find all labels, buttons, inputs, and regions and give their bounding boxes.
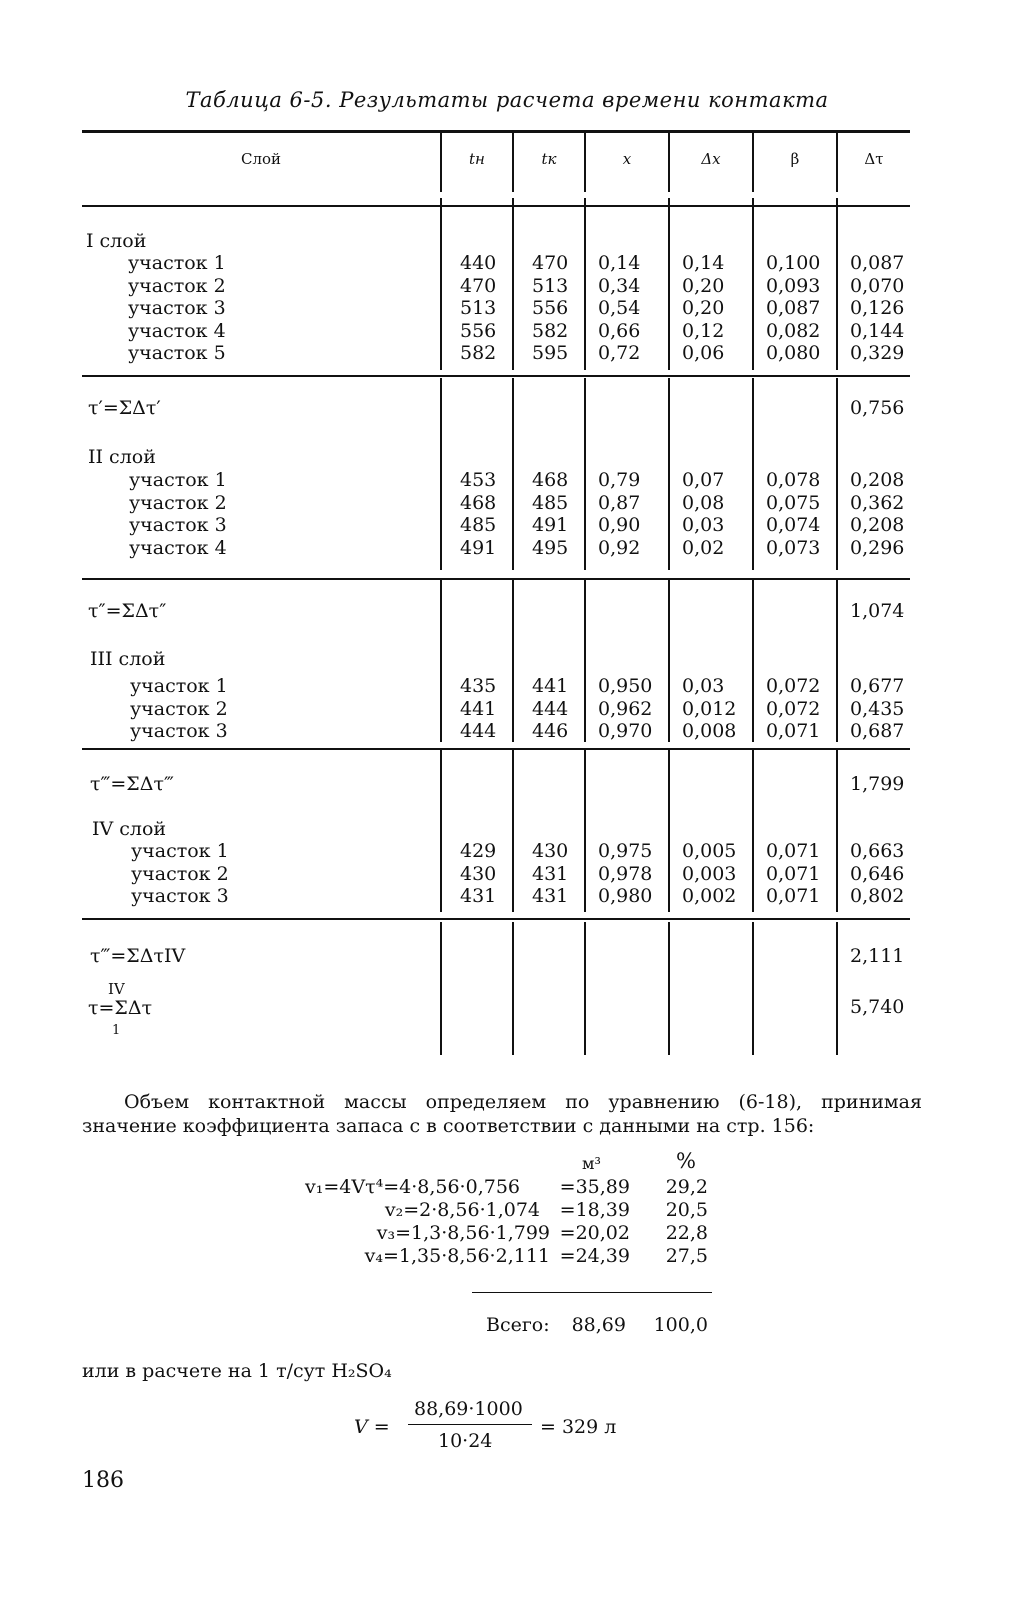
row-label: участок 3 [131, 885, 229, 907]
cell-tn: 485 [460, 514, 497, 536]
cell-dx: 0,20 [682, 274, 725, 297]
cell-tn: 444 [460, 720, 497, 742]
cell-beta: 0,071 [766, 840, 821, 862]
row-label: участок 2 [130, 697, 228, 720]
cell-tn: 430 [460, 862, 497, 885]
volume-expr: v₃=1,3·8,56·1,799 [376, 1222, 550, 1244]
volume-expr: v₄=1,35·8,56·2,111 [364, 1245, 550, 1267]
header-tk: tк [541, 150, 557, 168]
row-label: участок 3 [129, 514, 227, 536]
layer-title: II слой [88, 446, 156, 468]
cell-tn: 431 [460, 885, 497, 907]
cell-dtau: 0,663 [850, 840, 905, 862]
total-label: τ=ΣΔτ [88, 997, 153, 1019]
unit-m3: м³ [582, 1154, 601, 1173]
volume-m3: =18,39 [559, 1199, 630, 1221]
row-label: участок 2 [131, 862, 229, 885]
section-title [88, 446, 916, 469]
cell-x: 0,962 [598, 697, 653, 720]
row-label: участок 2 [128, 274, 226, 297]
volume-expr: v₁=4Vτ⁴=4·8,56·0,756 [305, 1176, 520, 1198]
cell-beta: 0,072 [766, 675, 821, 697]
body-paragraph: Объем контактной массы определяем по уравнению (6-18), принимая значение коэффициента запаса c в соответствии с данными на стр. 156: [82, 1091, 922, 1137]
layer-title: IV слой [92, 818, 167, 840]
table-row [0, 675, 905, 698]
sum-underline [472, 1292, 712, 1293]
cell-dtau: 0,329 [850, 342, 905, 364]
volume-m3: =24,39 [559, 1245, 630, 1267]
cell-tn: 556 [460, 319, 497, 342]
cell-tk: 431 [532, 885, 569, 907]
volume-total-label: Всего: [486, 1314, 550, 1336]
cell-x: 0,950 [598, 675, 653, 697]
cell-tn: 582 [460, 342, 497, 364]
cell-tk: 470 [532, 252, 569, 274]
row-label: участок 1 [129, 469, 227, 491]
cell-dtau: 0,208 [850, 469, 905, 491]
row-label: участок 1 [130, 675, 228, 697]
total-value: 5,740 [850, 996, 905, 1018]
volume-expr: v₂=2·8,56·1,074 [384, 1199, 540, 1221]
table-row [0, 697, 905, 721]
cell-x: 0,970 [598, 720, 653, 742]
header-layer: Слой [240, 150, 282, 168]
table-row [0, 297, 905, 320]
column-divider [584, 922, 586, 1055]
row-label: участок 3 [130, 720, 228, 742]
table-row [0, 885, 905, 908]
cell-tk: 431 [532, 862, 569, 885]
cell-tn: 453 [460, 469, 497, 491]
cell-dtau: 0,646 [850, 862, 905, 885]
cell-x: 0,90 [598, 514, 641, 536]
cell-tk: 446 [532, 720, 569, 742]
cell-tn: 435 [460, 675, 497, 697]
section-title [90, 648, 918, 671]
cell-dtau: 0,435 [850, 697, 905, 720]
cell-beta: 0,073 [766, 536, 821, 559]
cell-dtau: 0,687 [850, 720, 905, 742]
cell-tk: 595 [532, 342, 569, 364]
cell-x: 0,87 [598, 491, 641, 514]
table-row [0, 469, 905, 492]
fraction-bar [408, 1424, 532, 1425]
cell-beta: 0,082 [766, 319, 821, 342]
cell-beta: 0,074 [766, 514, 821, 536]
header-x: x [622, 150, 632, 168]
cell-dx: 0,012 [682, 697, 737, 720]
cell-dtau: 0,362 [850, 491, 905, 514]
cell-dx: 0,02 [682, 536, 725, 559]
table-row [0, 720, 905, 743]
cell-x: 0,980 [598, 885, 653, 907]
cell-beta: 0,072 [766, 697, 821, 720]
cell-x: 0,66 [598, 319, 641, 342]
volume-pct: 22,8 [665, 1222, 708, 1244]
per-ton-text: или в расчете на 1 т/сут H₂SO₄ [82, 1360, 392, 1382]
header-beta: β [790, 150, 800, 168]
cell-beta: 0,071 [766, 862, 821, 885]
cell-dx: 0,002 [682, 885, 737, 907]
page-number: 186 [82, 1468, 124, 1493]
sum-row [82, 773, 910, 796]
cell-x: 0,14 [598, 252, 641, 274]
sum-label: τ‴=ΣΔτ‴ [90, 773, 174, 795]
cell-dx: 0,20 [682, 297, 725, 319]
volume-m3: =35,89 [559, 1176, 630, 1198]
top-rule [82, 130, 910, 133]
cell-tn: 491 [460, 536, 497, 559]
formula-numerator: 88,69·1000 [414, 1398, 523, 1420]
row-label: участок 4 [129, 536, 227, 559]
cell-tk: 468 [532, 469, 569, 491]
table-row [0, 840, 905, 863]
cell-dx: 0,005 [682, 840, 737, 862]
layer-title: I слой [86, 230, 147, 252]
row-label: участок 4 [128, 319, 226, 342]
cell-dtau: 0,126 [850, 297, 905, 319]
row-label: участок 1 [128, 252, 226, 274]
cell-tn: 441 [460, 697, 497, 720]
cell-x: 0,34 [598, 274, 641, 297]
column-divider [836, 922, 838, 1055]
row-label: участок 3 [128, 297, 226, 319]
column-divider [440, 922, 442, 1055]
layer-title: III слой [90, 648, 166, 670]
section-title [86, 230, 914, 253]
cell-dtau: 0,677 [850, 675, 905, 697]
table-row [0, 862, 905, 886]
cell-tk: 513 [532, 274, 569, 297]
volume-total-pct: 100,0 [653, 1314, 708, 1336]
sum-value: 1,074 [850, 600, 905, 622]
cell-tk: 556 [532, 297, 569, 319]
cell-dtau: 0,144 [850, 319, 905, 342]
column-divider [512, 922, 514, 1055]
table-row [0, 342, 905, 365]
volume-total-m3: 88,69 [571, 1314, 626, 1336]
table-row [0, 491, 905, 515]
sum-value: 1,799 [850, 773, 905, 795]
cell-dtau: 0,087 [850, 252, 905, 274]
column-divider [668, 922, 670, 1055]
total-upper-index: IV [108, 980, 125, 998]
cell-x: 0,92 [598, 536, 641, 559]
sum-row [82, 397, 910, 420]
cell-dx: 0,06 [682, 342, 725, 364]
cell-beta: 0,100 [766, 252, 821, 274]
sum-value: 2,111 [850, 945, 905, 967]
table-row [0, 319, 905, 343]
table-row [0, 536, 905, 560]
sum-value: 0,756 [850, 397, 905, 419]
cell-dx: 0,12 [682, 319, 725, 342]
cell-dtau: 0,296 [850, 536, 905, 559]
volume-pct: 27,5 [665, 1245, 708, 1267]
cell-tn: 470 [460, 274, 497, 297]
header-dx: Δx [701, 150, 721, 168]
sum-row [82, 945, 910, 968]
section-rule [82, 375, 910, 377]
column-divider [752, 922, 754, 1055]
cell-dtau: 0,208 [850, 514, 905, 536]
cell-dx: 0,14 [682, 252, 725, 274]
cell-tn: 440 [460, 252, 497, 274]
cell-dtau: 0,070 [850, 274, 905, 297]
cell-dx: 0,03 [682, 514, 725, 536]
cell-tn: 468 [460, 491, 497, 514]
cell-tk: 582 [532, 319, 569, 342]
sum-label: τ‴=ΣΔτIV [90, 945, 186, 967]
volume-pct: 20,5 [665, 1199, 708, 1221]
cell-tn: 429 [460, 840, 497, 862]
row-label: участок 1 [131, 840, 229, 862]
cell-dx: 0,07 [682, 469, 725, 491]
cell-x: 0,975 [598, 840, 653, 862]
cell-dtau: 0,802 [850, 885, 905, 907]
volume-pct: 29,2 [665, 1176, 708, 1198]
formula-denominator: 10·24 [438, 1430, 493, 1452]
section-rule [82, 748, 910, 750]
section-title [92, 818, 920, 841]
cell-dx: 0,003 [682, 862, 737, 885]
formula-lhs: V = [354, 1416, 390, 1438]
cell-tk: 444 [532, 697, 569, 720]
cell-tk: 441 [532, 675, 569, 697]
table-row [0, 274, 905, 298]
table-row [0, 514, 905, 537]
cell-beta: 0,071 [766, 885, 821, 907]
cell-x: 0,79 [598, 469, 641, 491]
header-rule [82, 205, 910, 207]
cell-beta: 0,093 [766, 274, 821, 297]
cell-dx: 0,03 [682, 675, 725, 697]
cell-beta: 0,080 [766, 342, 821, 364]
cell-beta: 0,078 [766, 469, 821, 491]
formula-rhs: = 329 л [540, 1416, 617, 1438]
volume-m3: =20,02 [559, 1222, 630, 1244]
table-row [0, 252, 905, 275]
row-label: участок 5 [128, 342, 226, 364]
column-divider [836, 198, 838, 370]
sum-row [82, 600, 910, 623]
cell-tn: 513 [460, 297, 497, 319]
cell-tk: 495 [532, 536, 569, 559]
cell-dx: 0,08 [682, 491, 725, 514]
cell-beta: 0,087 [766, 297, 821, 319]
section-rule [82, 578, 910, 580]
header-tn: tн [469, 150, 485, 168]
cell-beta: 0,075 [766, 491, 821, 514]
cell-x: 0,978 [598, 862, 653, 885]
total-lower-index: 1 [112, 1023, 121, 1038]
cell-beta: 0,071 [766, 720, 821, 742]
cell-x: 0,54 [598, 297, 641, 319]
cell-x: 0,72 [598, 342, 641, 364]
cell-tk: 491 [532, 514, 569, 536]
sum-label: τ′=ΣΔτ′ [88, 397, 161, 419]
cell-tk: 485 [532, 491, 569, 514]
section-rule [82, 918, 910, 920]
cell-tk: 430 [532, 840, 569, 862]
unit-percent: % [676, 1149, 696, 1173]
sum-label: τ″=ΣΔτ″ [88, 600, 167, 622]
row-label: участок 2 [129, 491, 227, 514]
table-caption: Таблица 6-5. Результаты расчета времени контакта [185, 88, 829, 112]
header-dtau: Δτ [864, 150, 884, 168]
cell-dx: 0,008 [682, 720, 737, 742]
